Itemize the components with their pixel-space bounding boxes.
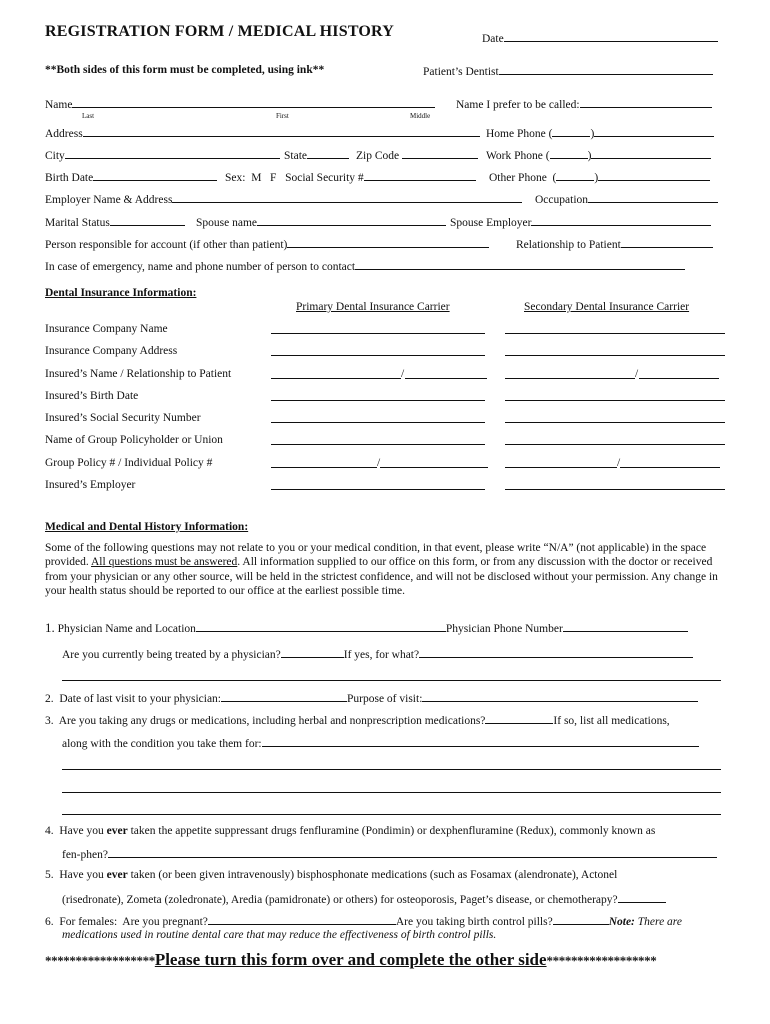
relationship-label: Relationship to Patient bbox=[516, 239, 621, 251]
zip-line[interactable] bbox=[402, 147, 478, 159]
marital-label: Marital Status bbox=[45, 217, 110, 229]
state-label: State bbox=[284, 150, 307, 162]
state-field[interactable] bbox=[284, 147, 349, 163]
secondary-carrier-field-a-line[interactable] bbox=[505, 367, 635, 379]
q3-condition-label: along with the condition you take them for: bbox=[62, 738, 262, 750]
work-phone-label: Work Phone ( bbox=[486, 150, 550, 162]
question-5-cont[interactable] bbox=[62, 891, 666, 907]
secondary-carrier-field-b[interactable] bbox=[620, 456, 720, 472]
question-1-treated[interactable] bbox=[62, 646, 693, 662]
q2-date-line[interactable] bbox=[221, 690, 347, 702]
secondary-carrier-field[interactable] bbox=[505, 411, 725, 427]
birth-date-label: Birth Date bbox=[45, 172, 94, 184]
q3-label: 3. Are you taking any drugs or medications, including herbal and nonprescription medications? bbox=[45, 715, 486, 727]
city-label: City bbox=[45, 150, 65, 162]
q1-extra-line[interactable] bbox=[62, 669, 721, 685]
secondary-carrier-heading: Secondary Dental Insurance Carrier bbox=[524, 301, 690, 313]
q3-extra-line-2[interactable] bbox=[62, 781, 721, 797]
q6-bc-line[interactable] bbox=[553, 913, 609, 925]
q4-fenphen-line[interactable] bbox=[108, 846, 717, 858]
date-line[interactable] bbox=[504, 30, 718, 42]
spouse-employer-line[interactable] bbox=[531, 214, 711, 226]
preferred-name-line[interactable] bbox=[580, 96, 712, 108]
employer-label: Employer Name & Address bbox=[45, 194, 173, 206]
q4-text-b: taken the appetite suppressant drugs fenfluramine (Pondimin) or dexphenfluramine (Redux), commonly known as bbox=[127, 825, 656, 837]
name-line[interactable] bbox=[72, 96, 435, 108]
form-title: REGISTRATION FORM / MEDICAL HISTORY bbox=[45, 23, 395, 40]
spouse-employer-label: Spouse Employer bbox=[450, 217, 532, 229]
q5-text-b: taken (or been given intravenously) bisphosphonate medications (such as Fosamax (alendronate), Actonel bbox=[127, 869, 618, 881]
home-phone-line[interactable] bbox=[594, 125, 714, 137]
secondary-carrier-field[interactable] bbox=[505, 344, 725, 360]
q4-text-a: 4. Have you bbox=[45, 825, 107, 837]
q6-note-cont: medications used in routine dental care that may reduce the effectiveness of birth control pills. bbox=[62, 929, 497, 941]
question-6[interactable] bbox=[45, 913, 682, 929]
secondary-carrier-field-line[interactable] bbox=[505, 389, 725, 401]
slash-separator: / bbox=[635, 368, 639, 380]
secondary-carrier-field-a[interactable] bbox=[505, 456, 617, 472]
q5-line[interactable] bbox=[618, 891, 666, 903]
secondary-carrier-field-a[interactable] bbox=[505, 367, 635, 383]
q1-number: 1. bbox=[45, 620, 55, 635]
q1-physician-line[interactable] bbox=[196, 620, 446, 632]
dentist-line[interactable] bbox=[499, 63, 713, 75]
home-phone-field[interactable]: Home Phone ( ) bbox=[486, 125, 714, 141]
primary-carrier-field[interactable] bbox=[271, 433, 485, 449]
primary-carrier-field[interactable] bbox=[271, 344, 485, 360]
q6-bc-label: Are you taking birth control pills? bbox=[395, 916, 553, 928]
employer-line[interactable] bbox=[172, 191, 522, 203]
slash-separator: / bbox=[377, 457, 381, 469]
responsible-label: Person responsible for account (if other than patient) bbox=[45, 239, 288, 251]
q1-phone-line[interactable] bbox=[563, 620, 688, 632]
spouse-name-label: Spouse name bbox=[196, 217, 258, 229]
secondary-carrier-field[interactable] bbox=[505, 322, 725, 338]
responsible-line[interactable] bbox=[287, 236, 489, 248]
city-line[interactable] bbox=[65, 147, 280, 159]
question-5 bbox=[45, 868, 617, 882]
ssn-line[interactable] bbox=[364, 169, 476, 181]
primary-carrier-field-line[interactable] bbox=[271, 411, 485, 423]
q3-extra-line-2-fill[interactable] bbox=[62, 781, 721, 793]
footer-stars-left: ****************** bbox=[45, 953, 155, 968]
form-subtitle: **Both sides of this form must be completed, using ink** bbox=[45, 64, 325, 76]
relationship-field[interactable] bbox=[516, 236, 713, 252]
secondary-carrier-field-line[interactable] bbox=[505, 344, 725, 356]
primary-carrier-field-b[interactable] bbox=[380, 456, 488, 472]
primary-carrier-field-a-line[interactable] bbox=[271, 367, 401, 379]
relationship-line[interactable] bbox=[621, 236, 713, 248]
q1-treated-label: Are you currently being treated by a physician? bbox=[62, 649, 281, 661]
question-3-condition[interactable] bbox=[62, 735, 699, 751]
secondary-carrier-field-b[interactable] bbox=[639, 367, 719, 383]
q3-line[interactable] bbox=[485, 712, 553, 724]
insurance-row-label: Insured’s Name / Relationship to Patient bbox=[45, 368, 232, 380]
dentist-label: Patient’s Dentist bbox=[423, 66, 499, 78]
secondary-carrier-field[interactable] bbox=[505, 389, 725, 405]
history-heading: Medical and Dental History Information: bbox=[45, 521, 249, 533]
birth-date-field[interactable] bbox=[45, 169, 217, 185]
history-intro-b: All questions must be answered bbox=[91, 556, 238, 569]
q1-treated-line[interactable] bbox=[281, 646, 344, 658]
address-label: Address bbox=[45, 128, 83, 140]
sex-ssn-label: Sex: M F Social Security # bbox=[225, 172, 364, 184]
q1-yes-line[interactable] bbox=[419, 646, 693, 658]
q3-extra-line-1[interactable] bbox=[62, 758, 721, 774]
emergency-field[interactable] bbox=[45, 258, 685, 274]
address-field[interactable] bbox=[45, 125, 480, 141]
name-first-hint: First bbox=[276, 112, 289, 120]
secondary-carrier-field-a-line[interactable] bbox=[505, 456, 617, 468]
q3-condition-line[interactable] bbox=[262, 735, 699, 747]
footer-stars-right: ****************** bbox=[546, 953, 657, 968]
q6-note-text: There are bbox=[634, 916, 682, 928]
insurance-row-label: Insurance Company Name bbox=[45, 323, 168, 335]
q1-extra-line-fill[interactable] bbox=[62, 669, 721, 681]
primary-carrier-field-a-line[interactable] bbox=[271, 456, 377, 468]
work-phone-area-line[interactable] bbox=[550, 147, 588, 159]
work-phone-field[interactable]: Work Phone ( ) bbox=[486, 147, 711, 163]
q2-date-label: 2. Date of last visit to your physician: bbox=[45, 693, 221, 705]
q6-pregnant-line[interactable] bbox=[208, 913, 396, 925]
q5-text-c: (risedronate), Zometa (zoledronate), Aredia (pamidronate) or others) for osteoporosis, Paget’s disease, or chemotherapy? bbox=[62, 894, 618, 906]
slash-separator: / bbox=[401, 368, 405, 380]
dentist-field[interactable] bbox=[423, 63, 713, 79]
responsible-field[interactable] bbox=[45, 236, 489, 252]
preferred-name-field[interactable] bbox=[456, 96, 712, 112]
q1-physician-label: Physician Name and Location bbox=[57, 623, 196, 635]
question-1[interactable] bbox=[45, 620, 688, 636]
primary-carrier-field-line[interactable] bbox=[271, 389, 485, 401]
history-intro-c: . All information supplied to our office on this form, or from any discussion with the doctor or received from your physician or any other source, will be held in the strictest confidence, and will not be disclosed without your permission. Any change in your health status should be reported to our office at the earliest possible time. bbox=[45, 556, 718, 598]
primary-carrier-field-a[interactable] bbox=[271, 367, 401, 383]
primary-carrier-field-b[interactable] bbox=[405, 367, 487, 383]
other-phone-field[interactable]: Other Phone ( ) bbox=[489, 169, 710, 185]
footer-text: Please turn this form over and complete the other side bbox=[154, 950, 547, 969]
insurance-row-label: Insurance Company Address bbox=[45, 345, 178, 357]
q3-extra-line-3-fill[interactable] bbox=[62, 803, 721, 815]
slash-separator: / bbox=[617, 457, 621, 469]
q1-phone-label: Physician Phone Number bbox=[445, 623, 563, 635]
primary-carrier-heading: Primary Dental Insurance Carrier bbox=[296, 301, 450, 313]
q4-fenphen-label: fen-phen? bbox=[62, 849, 108, 861]
primary-carrier-field[interactable] bbox=[271, 411, 485, 427]
home-phone-area-line[interactable] bbox=[552, 125, 590, 137]
marital-line[interactable] bbox=[110, 214, 185, 226]
emergency-label: In case of emergency, name and phone number of person to contact bbox=[45, 261, 356, 273]
occupation-line[interactable] bbox=[588, 191, 718, 203]
primary-carrier-field-a[interactable] bbox=[271, 456, 377, 472]
secondary-carrier-field-b-line[interactable] bbox=[639, 367, 719, 379]
primary-carrier-field-line[interactable] bbox=[271, 433, 485, 445]
zip-field[interactable] bbox=[356, 147, 478, 163]
question-4-fenphen[interactable] bbox=[62, 846, 717, 862]
q3-extra-line-1-fill[interactable] bbox=[62, 758, 721, 770]
primary-carrier-field[interactable] bbox=[271, 389, 485, 405]
other-phone-label: Other Phone ( bbox=[489, 172, 557, 184]
emergency-line[interactable] bbox=[355, 258, 685, 270]
q5-ever: ever bbox=[106, 869, 128, 881]
insurance-heading: Dental Insurance Information: bbox=[45, 287, 197, 299]
birth-date-line[interactable] bbox=[93, 169, 217, 181]
question-3[interactable] bbox=[45, 712, 670, 728]
address-line[interactable] bbox=[83, 125, 480, 137]
work-phone-line[interactable] bbox=[591, 147, 711, 159]
primary-carrier-field-b-line[interactable] bbox=[405, 367, 487, 379]
state-line[interactable] bbox=[307, 147, 349, 159]
insurance-row-label: Insured’s Birth Date bbox=[45, 390, 139, 402]
preferred-name-label: Name I prefer to be called: bbox=[456, 99, 580, 111]
q2-purpose-label: Purpose of visit: bbox=[347, 693, 423, 705]
secondary-carrier-field-line[interactable] bbox=[505, 478, 725, 490]
marital-field[interactable] bbox=[45, 214, 185, 230]
question-4 bbox=[45, 824, 655, 838]
q3-list-label: If so, list all medications, bbox=[553, 715, 670, 727]
primary-carrier-field[interactable] bbox=[271, 322, 485, 338]
name-middle-hint: Middle bbox=[410, 112, 431, 120]
zip-label: Zip Code bbox=[356, 150, 400, 162]
secondary-carrier-field[interactable] bbox=[505, 478, 725, 494]
insurance-row-label: Group Policy # / Individual Policy # bbox=[45, 457, 213, 469]
insurance-row-label: Insured’s Employer bbox=[45, 479, 136, 491]
date-field[interactable] bbox=[482, 30, 718, 46]
insurance-row-label: Name of Group Policyholder or Union bbox=[45, 434, 223, 446]
secondary-carrier-field-b-line[interactable] bbox=[620, 456, 720, 468]
name-label: Name bbox=[45, 99, 73, 111]
q4-ever: ever bbox=[106, 825, 128, 837]
secondary-carrier-field[interactable] bbox=[505, 433, 725, 449]
spouse-name-field[interactable] bbox=[196, 214, 446, 230]
q5-text-a: 5. Have you bbox=[45, 869, 107, 881]
primary-carrier-field-b-line[interactable] bbox=[380, 456, 488, 468]
q6-pregnant-label: 6. For females: Are you pregnant? bbox=[45, 916, 208, 928]
history-intro-a: Some of the following questions may not relate to you or your medical condition, in that event, please write “N/A” (not applicable) in the space provided. bbox=[45, 542, 707, 569]
primary-carrier-field[interactable] bbox=[271, 478, 485, 494]
spouse-employer-field[interactable] bbox=[450, 214, 711, 230]
employer-field[interactable] bbox=[45, 191, 522, 207]
spouse-name-line[interactable] bbox=[257, 214, 446, 226]
q2-purpose-line[interactable] bbox=[422, 690, 698, 702]
secondary-carrier-field-line[interactable] bbox=[505, 433, 725, 445]
city-field[interactable] bbox=[45, 147, 280, 163]
footer-instruction bbox=[45, 950, 656, 972]
q3-extra-line-3[interactable] bbox=[62, 803, 721, 819]
insurance-row-label: Insured’s Social Security Number bbox=[45, 412, 201, 424]
q6-note-label: Note: bbox=[608, 916, 635, 928]
occupation-field[interactable] bbox=[535, 191, 718, 207]
secondary-carrier-field-line[interactable] bbox=[505, 411, 725, 423]
other-phone-area-line[interactable] bbox=[556, 169, 594, 181]
name-field[interactable] bbox=[45, 96, 435, 112]
question-2[interactable] bbox=[45, 690, 698, 706]
primary-carrier-field-line[interactable] bbox=[271, 322, 485, 334]
primary-carrier-field-line[interactable] bbox=[271, 344, 485, 356]
date-label: Date bbox=[482, 33, 504, 45]
sex-ssn-field[interactable] bbox=[225, 169, 476, 185]
occupation-label: Occupation bbox=[535, 194, 589, 206]
primary-carrier-field-line[interactable] bbox=[271, 478, 485, 490]
secondary-carrier-field-line[interactable] bbox=[505, 322, 725, 334]
q1-yes-label: If yes, for what? bbox=[343, 649, 420, 661]
home-phone-label: Home Phone ( bbox=[486, 128, 553, 140]
name-last-hint: Last bbox=[82, 112, 95, 120]
history-intro bbox=[45, 541, 730, 599]
other-phone-line[interactable] bbox=[598, 169, 710, 181]
